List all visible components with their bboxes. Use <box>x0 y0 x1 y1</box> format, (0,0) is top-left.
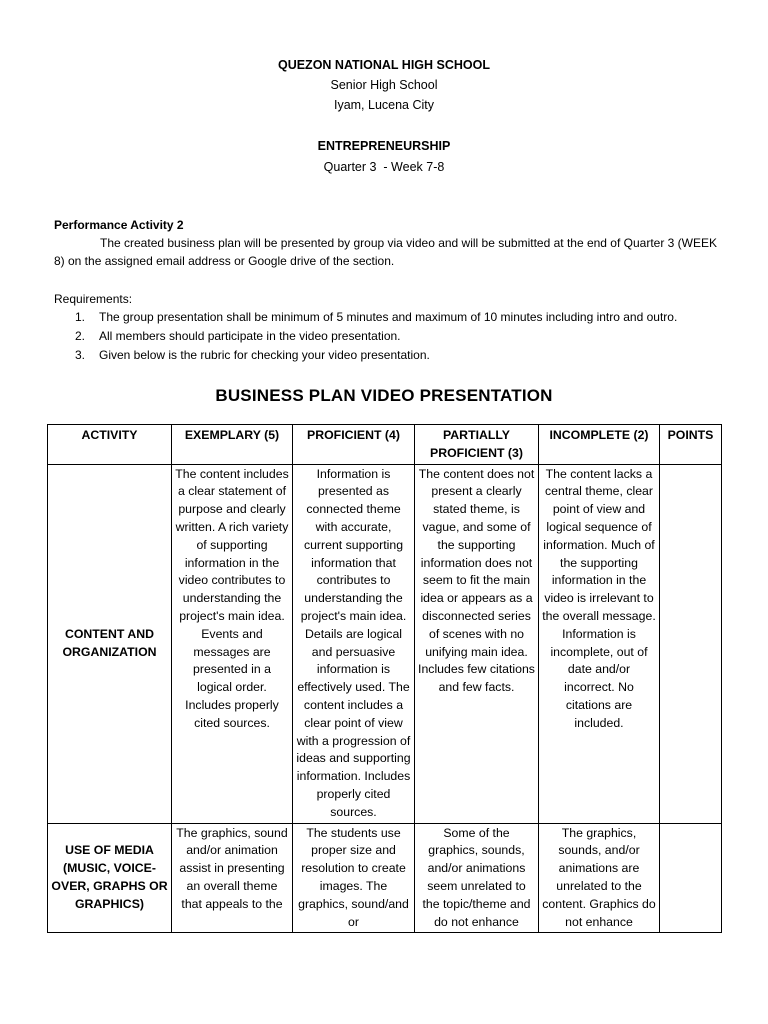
cell-exemplary: The graphics, sound and/or animation assist in presenting an overall theme that appeals to the <box>172 823 293 933</box>
cell-points <box>660 823 722 933</box>
cell-incomplete: The content lacks a central theme, clear point of view and logical sequence of information. Much of the supporting information in the video is irrelevant to the overall message. Information is incomplete, out of date and/or incorrect. No citations are included. <box>539 464 660 823</box>
cell-proficient: Information is presented as connected theme with accurate, current supporting information that contributes to understanding the project's main idea. Details are logical and persuasive information is effectively used. The content includes a clear point of view with a progression of ideas and supporting information. Includes properly cited sources. <box>293 464 415 823</box>
table-header-row <box>48 425 722 465</box>
school-location: Iyam, Lucena City <box>333 98 435 112</box>
cell-partially-proficient: The content does not present a clearly stated theme, is vague, and some of the supporting information does not seem to fit the main idea or appears as a disconnected series of scenes with no unifying main idea. Includes few citations and few facts. <box>415 464 539 823</box>
row-activity: USE OF MEDIA (MUSIC, VOICE-OVER, GRAPHS OR GRAPHICS) <box>48 823 172 933</box>
header-exemplary: EXEMPLARY (5) <box>172 425 293 465</box>
requirement-item: 2. All members should participate in the video presentation. <box>75 329 401 343</box>
cell-proficient: The students use proper size and resolution to create images. The graphics, sound/and or <box>293 823 415 933</box>
school-name: QUEZON NATIONAL HIGH SCHOOL <box>277 58 491 72</box>
cell-points <box>660 464 722 823</box>
table-row <box>48 464 722 823</box>
school-level: Senior High School <box>330 78 438 92</box>
header-proficient: PROFICIENT (4) <box>293 425 415 465</box>
rubric-title: BUSINESS PLAN VIDEO PRESENTATION <box>215 386 553 405</box>
requirements-label: Requirements: <box>54 292 133 306</box>
cell-incomplete: The graphics, sounds, and/or animations are unrelated to the content. Graphics do not enhance <box>539 823 660 933</box>
header-incomplete: INCOMPLETE (2) <box>539 425 660 465</box>
row-activity: CONTENT AND ORGANIZATION <box>48 464 172 823</box>
header-partially-proficient: PARTIALLY PROFICIENT (3) <box>415 425 539 465</box>
cell-partially-proficient: Some of the graphics, sounds, and/or animations seem unrelated to the topic/theme and do not enhance <box>415 823 539 933</box>
rubric-table <box>47 424 722 933</box>
table-row <box>48 823 722 933</box>
activity-title: Performance Activity 2 <box>54 218 184 232</box>
activity-description: The created business plan will be presented by group via video and will be submitted at the end of Quarter 3 (WEEK 8) on the assigned email address or Google drive of the section. <box>54 236 718 268</box>
requirement-item: 3. Given below is the rubric for checking your video presentation. <box>75 348 430 362</box>
subject-title: ENTREPRENEURSHIP <box>317 139 451 153</box>
header-points: POINTS <box>660 425 722 465</box>
cell-exemplary: The content includes a clear statement of purpose and clearly written. A rich variety of supporting information in the video contributes to understanding the project's main idea. Events and messages are presented in a logical order. Includes properly cited sources. <box>172 464 293 823</box>
quarter-week: Quarter 3 - Week 7-8 <box>323 160 445 174</box>
requirement-item: 1. The group presentation shall be minimum of 5 minutes and maximum of 10 minutes including intro and outro. <box>75 310 678 324</box>
header-activity: ACTIVITY <box>48 425 172 465</box>
